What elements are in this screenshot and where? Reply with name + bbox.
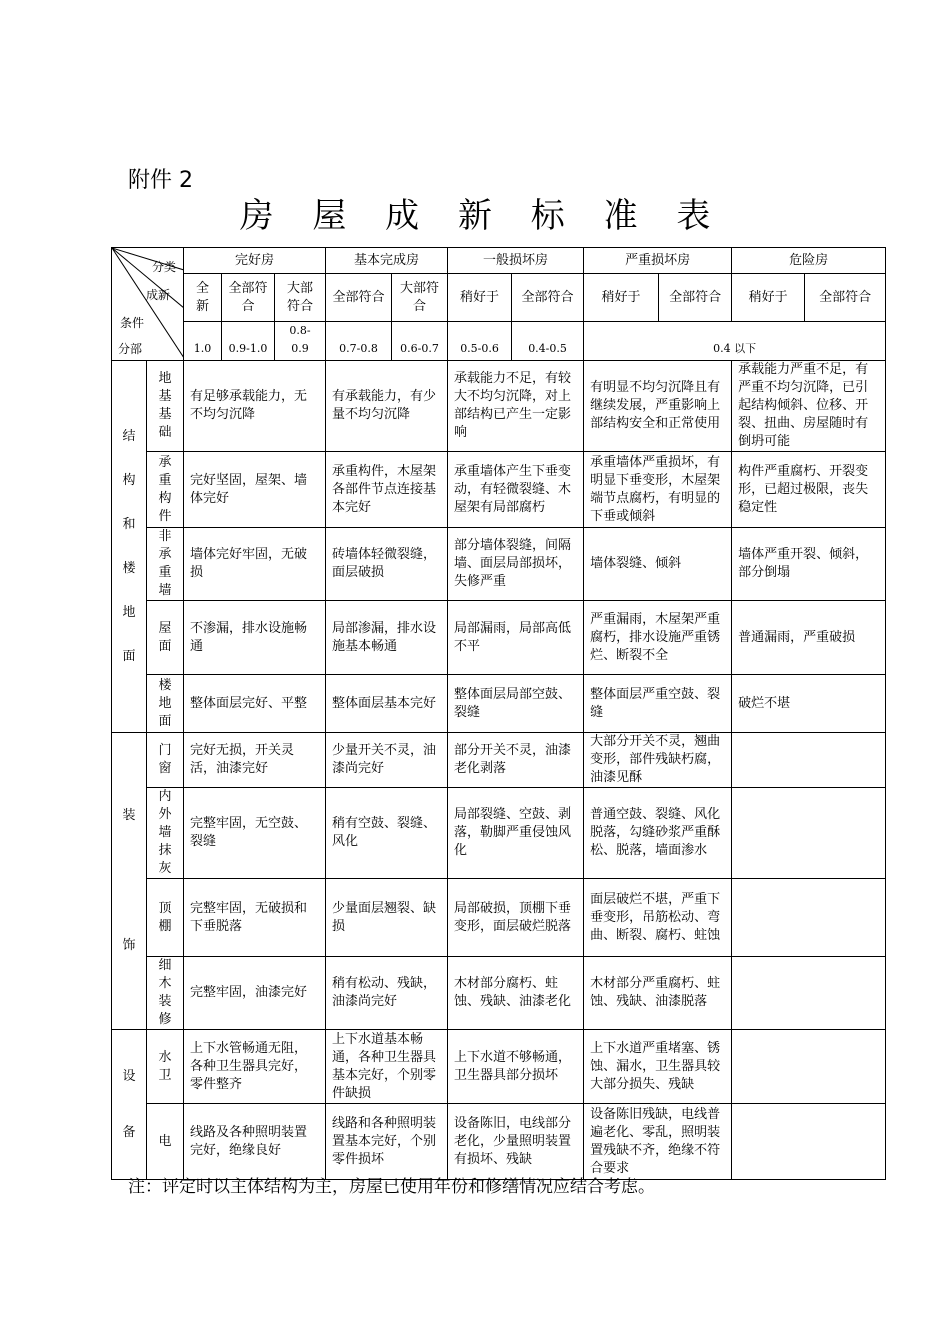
- table-cell: 大部分开关不灵，翘曲变形，部件残缺朽腐，油漆见酥: [584, 733, 732, 788]
- category-header: 一般损坏房: [448, 248, 584, 274]
- item-label: 地基基础: [147, 361, 184, 452]
- sub-header: 全部符合: [512, 274, 584, 322]
- table-cell: [732, 788, 886, 879]
- corner-label-fenlei: 分类: [152, 260, 177, 274]
- corner-label-chengxin: 成新: [146, 288, 171, 302]
- sub-header: 全部符合: [805, 274, 886, 322]
- table-cell: 普通漏雨，严重破损: [732, 601, 886, 675]
- item-label: 电: [147, 1104, 184, 1180]
- header-corner-cell: [112, 248, 184, 361]
- table-cell: 设备陈旧残缺，电线普遍老化、零乱，照明装置残缺不齐，绝缘不符合要求: [584, 1104, 732, 1180]
- table-cell: 普通空鼓、裂缝、风化脱落，勾缝砂浆严重酥松、脱落，墙面渗水: [584, 788, 732, 879]
- table-cell: 承载能力严重不足，有严重不均匀沉降，已引起结构倾斜、位移、开裂、扭曲、房屋随时有倒坍可能: [732, 361, 886, 452]
- table-cell: 上下水道基本畅通，各种卫生器具基本完好，个别零件缺损: [326, 1030, 448, 1104]
- table-cell: 局部裂缝、空鼓、剥落，勒脚严重侵蚀风化: [448, 788, 584, 879]
- sub-header: 稍好于: [732, 274, 805, 322]
- table-cell: 不渗漏，排水设施畅通: [184, 601, 326, 675]
- category-header: 危险房: [732, 248, 886, 274]
- table-cell: 有承载能力，有少量不均匀沉降: [326, 361, 448, 452]
- item-label: 细木装修: [147, 957, 184, 1030]
- table-cell: 完整牢固，无破损和下垂脱落: [184, 879, 326, 957]
- table-cell: 破烂不堪: [732, 675, 886, 733]
- page-title: 房 屋 成 新 标 准 表: [239, 196, 725, 236]
- group-equipment: [112, 1030, 147, 1180]
- table-cell: 木材部分严重腐朽、蛀蚀、残缺、油漆脱落: [584, 957, 732, 1030]
- ratio-cell: 0.8-0.9: [275, 322, 326, 361]
- table-cell: 线路和各种照明装置基本完好，个别零件损坏: [326, 1104, 448, 1180]
- table-cell: 上下水管畅通无阻，各种卫生器具完好，零件整齐: [184, 1030, 326, 1104]
- standards-table: [111, 247, 886, 1180]
- table-cell: 局部破损，顶棚下垂变形，面层破烂脱落: [448, 879, 584, 957]
- table-cell: 整体面层基本完好: [326, 675, 448, 733]
- item-label: 门窗: [147, 733, 184, 788]
- table-cell: 木材部分腐朽、蛀蚀、残缺、油漆老化: [448, 957, 584, 1030]
- table-cell: 上下水道严重堵塞、锈蚀、漏水，卫生器具较大部分损失、残缺: [584, 1030, 732, 1104]
- attachment-label: 附件 2: [128, 168, 193, 193]
- sub-header: 全部符合: [326, 274, 392, 322]
- ratio-cell: 0.4-0.5: [512, 322, 584, 361]
- category-header: 严重损坏房: [584, 248, 732, 274]
- table-cell: 墙体完好牢固，无破损: [184, 528, 326, 601]
- table-cell: [732, 1030, 886, 1104]
- table-cell: 完整牢固，无空鼓、裂缝: [184, 788, 326, 879]
- table-cell: 整体面层严重空鼓、裂缝: [584, 675, 732, 733]
- table-cell: 有足够承载能力，无不均匀沉降: [184, 361, 326, 452]
- table-cell: 承重构件，木屋架各部件节点连接基本完好: [326, 452, 448, 528]
- category-header: 基本完成房: [326, 248, 448, 274]
- item-label: 非承重墙: [147, 528, 184, 601]
- corner-label-tiaojian: 条件: [120, 316, 145, 330]
- item-label: 屋面: [147, 601, 184, 675]
- ratio-cell: 0.6-0.7: [392, 322, 448, 361]
- table-cell: 墙体严重开裂、倾斜，部分倒塌: [732, 528, 886, 601]
- table-cell: [732, 957, 886, 1030]
- table-cell: 整体面层局部空鼓、裂缝: [448, 675, 584, 733]
- table-cell: 完好坚固，屋架、墙体完好: [184, 452, 326, 528]
- table-cell: 完整牢固，油漆完好: [184, 957, 326, 1030]
- table-cell: 有明显不均匀沉降且有继续发展，严重影响上部结构安全和正常使用: [584, 361, 732, 452]
- item-label: 楼地面: [147, 675, 184, 733]
- table-cell: 局部漏雨，局部高低不平: [448, 601, 584, 675]
- group-label: 设备: [122, 1068, 136, 1140]
- table-cell: 承载能力不足，有较大不均匀沉降，对上部结构已产生一定影响: [448, 361, 584, 452]
- item-label: 内外墙抹灰: [147, 788, 184, 879]
- table-cell: 部分墙体裂缝，间隔墙、面层局部损坏，失修严重: [448, 528, 584, 601]
- sub-header: 全新: [184, 274, 222, 322]
- table-cell: 严重漏雨，木屋架严重腐朽，排水设施严重锈烂、断裂不全: [584, 601, 732, 675]
- table-cell: 少量面层翘裂、缺损: [326, 879, 448, 957]
- table-cell: 少量开关不灵，油漆尚完好: [326, 733, 448, 788]
- ratio-cell: 1.0: [184, 322, 222, 361]
- group-label: 结构和楼地面: [122, 428, 136, 664]
- table-cell: 上下水道不够畅通，卫生器具部分损坏: [448, 1030, 584, 1104]
- table-cell: 设备陈旧，电线部分老化，少量照明装置有损坏、残缺: [448, 1104, 584, 1180]
- ratio-cell: 0.4 以下: [584, 322, 886, 361]
- corner-label-fenbu: 分部: [118, 342, 143, 356]
- table-cell: [732, 879, 886, 957]
- ratio-cell: 0.9-1.0: [222, 322, 275, 361]
- sub-header: 全部符合: [222, 274, 275, 322]
- sub-header: 大部符合: [275, 274, 326, 322]
- table-cell: 稍有松动、残缺，油漆尚完好: [326, 957, 448, 1030]
- ratio-cell: 0.5-0.6: [448, 322, 512, 361]
- footnote: 注：评定时以主体结构为主，房屋已使用年份和修缮情况应结合考虑。: [128, 1177, 655, 1197]
- sub-header: 稍好于: [584, 274, 659, 322]
- sub-header: 大部符合: [392, 274, 448, 322]
- table-cell: 整体面层完好、平整: [184, 675, 326, 733]
- group-decoration: [112, 733, 147, 1030]
- table-cell: 局部渗漏，排水设施基本畅通: [326, 601, 448, 675]
- table-cell: 墙体裂缝、倾斜: [584, 528, 732, 601]
- table-cell: 线路及各种照明装置完好，绝缘良好: [184, 1104, 326, 1180]
- item-label: 承重构件: [147, 452, 184, 528]
- category-header: 完好房: [184, 248, 326, 274]
- table-cell: [732, 733, 886, 788]
- table-cell: 构件严重腐朽、开裂变形，已超过极限，丧失稳定性: [732, 452, 886, 528]
- table-cell: 承重墙体严重损坏，有明显下垂变形，木屋架端节点腐朽，有明显的下垂或倾斜: [584, 452, 732, 528]
- table-cell: 面层破烂不堪，严重下垂变形，吊筋松动、弯曲、断裂、腐朽、蛀蚀: [584, 879, 732, 957]
- table-cell: 砖墙体轻微裂缝，面层破损: [326, 528, 448, 601]
- table-cell: 稍有空鼓、裂缝、风化: [326, 788, 448, 879]
- item-label: 水卫: [147, 1030, 184, 1104]
- item-label: 顶棚: [147, 879, 184, 957]
- group-label: 装饰: [122, 808, 136, 953]
- table-cell: 部分开关不灵，油漆老化剥落: [448, 733, 584, 788]
- ratio-cell: 0.7-0.8: [326, 322, 392, 361]
- sub-header: 全部符合: [659, 274, 732, 322]
- sub-header: 稍好于: [448, 274, 512, 322]
- table-cell: 完好无损，开关灵活，油漆完好: [184, 733, 326, 788]
- table-cell: [732, 1104, 886, 1180]
- table-cell: 承重墙体产生下垂变动，有轻微裂缝、木屋架有局部腐朽: [448, 452, 584, 528]
- group-structure: [112, 361, 147, 733]
